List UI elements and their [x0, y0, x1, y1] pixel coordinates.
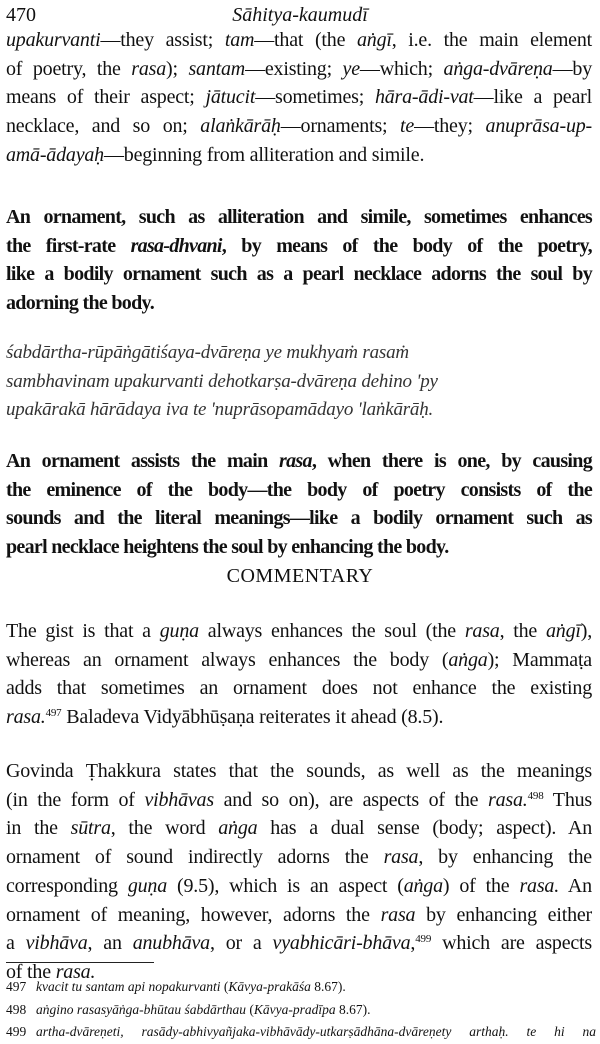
text-run[interactable]: , i.e. the main element — [391, 29, 593, 51]
text-line — [6, 533, 592, 562]
italic-term: vibhāvas — [144, 788, 214, 811]
text-run: 8.67). — [310, 979, 346, 994]
text-line — [6, 368, 592, 397]
italic-term: amā-ādayaḥ — [6, 143, 104, 166]
text-run[interactable]: adds that sometimes an ornament does not enhance the existing — [6, 677, 592, 700]
italic-term: rasa — [383, 846, 419, 869]
text-line — [6, 703, 592, 732]
text-line — [6, 674, 592, 703]
text-line — [6, 901, 592, 930]
italic-term: artha-dvāreṇeti, rasādy-abhivyañjaka-vibhāvādy-utkarṣādhāna-dvāreṇety arthaḥ. te hi na — [36, 1024, 596, 1039]
text-run[interactable]: adorning the body. — [6, 292, 155, 315]
italic-term: sūtra — [70, 817, 111, 840]
glossary-paragraph — [6, 26, 592, 170]
text-run[interactable]: , by means of the body of the poetry, — [221, 234, 592, 257]
text-run[interactable]: like a bodily ornament such as a pearl necklace adorns the soul by — [6, 263, 592, 286]
footnote-ref[interactable]: 498 — [527, 789, 544, 802]
text-run[interactable]: —existing; — [245, 57, 343, 80]
text-run[interactable]: , the — [499, 620, 546, 642]
italic-term: rasa. — [55, 960, 96, 983]
text-run[interactable]: —which; — [359, 57, 444, 80]
italic-term: tam — [224, 29, 255, 51]
text-run[interactable]: —ornaments; — [280, 115, 401, 138]
text-run[interactable]: , or a — [209, 932, 273, 955]
section-heading: COMMENTARY — [226, 565, 374, 587]
footnote-number: 499 — [6, 1024, 27, 1039]
text-line — [6, 55, 592, 84]
italic-term: aṅga-dvāreṇa — [443, 57, 553, 80]
commentary-paragraph-1 — [6, 617, 592, 732]
text-run[interactable]: Baladeva Vidyābhūṣaṇa reiterates it ahead (8.5). — [61, 706, 444, 729]
text-line — [6, 339, 592, 368]
text-line — [6, 232, 592, 261]
text-run[interactable]: —by — [552, 57, 593, 80]
italic-term: vyabhicāri-bhāva — [272, 932, 411, 955]
italic-term: hāra-ādi-vat — [374, 86, 474, 109]
italic-term: Kāvya-pradīpa — [253, 1001, 336, 1017]
italic-term: Kāvya-prakāśa — [228, 979, 311, 994]
text-line — [6, 203, 592, 232]
text-run[interactable]: An ornament, such as alliteration and simile, sometimes enhances — [6, 206, 592, 228]
italic-term: aṅgino rasasyāṅga-bhūtau śabdārthau — [36, 1001, 247, 1017]
text-run[interactable]: the eminence of the body—the body of poetry consists of the — [6, 478, 592, 501]
footnote-ref[interactable]: 497 — [45, 707, 62, 720]
italic-term: guṇa — [127, 874, 168, 897]
text-line — [6, 646, 592, 675]
running-title: Sāhitya-kaumudī — [232, 4, 368, 26]
italic-term: rasa-dhvani — [130, 234, 222, 257]
text-run: ( — [246, 1001, 254, 1017]
text-line — [6, 617, 592, 646]
translation-paragraph-1 — [6, 203, 592, 318]
text-run[interactable]: sambhavinam upakurvanti dehotkarṣa-dvāreṇa dehino 'py — [6, 370, 438, 392]
footnotes — [6, 976, 596, 1044]
text-line — [6, 26, 592, 55]
footnote-text — [36, 999, 596, 1022]
italic-term: aṅga — [403, 874, 443, 897]
italic-term: rasa — [279, 450, 312, 472]
italic-term: anubhāva — [132, 932, 210, 955]
text-run[interactable]: , — [410, 932, 416, 955]
italic-term: anuprāsa-up- — [485, 115, 593, 138]
text-line — [6, 289, 592, 318]
text-line — [6, 786, 592, 815]
translation-paragraph-2 — [6, 447, 592, 562]
text-run[interactable]: śabdārtha-rūpāṅgātiśaya-dvāreṇa ye mukhyaṁ rasaṁ — [6, 342, 409, 363]
text-line — [6, 872, 592, 901]
sanskrit-verse — [6, 339, 592, 425]
text-run[interactable]: of the — [6, 960, 56, 983]
italic-term: alaṅkārāḥ — [200, 115, 281, 138]
italic-term: jātucit — [205, 86, 256, 109]
text-run[interactable]: upakārakā hārādaya iva te 'nuprāsopamādayo 'laṅkārāḥ. — [6, 399, 434, 421]
italic-term: rasa — [464, 620, 500, 642]
text-run[interactable]: in the — [6, 817, 71, 840]
italic-term: upakurvanti — [6, 29, 101, 51]
text-run[interactable]: (9.5), which is an aspect ( — [167, 874, 404, 897]
text-run[interactable]: ) of the — [442, 874, 520, 897]
footnote-divider — [6, 962, 154, 963]
text-run[interactable]: which are aspects — [431, 932, 592, 955]
italic-term: vibhāva — [25, 932, 88, 955]
text-run[interactable]: of poetry, the — [6, 57, 132, 80]
text-run[interactable]: Govinda Ṭhakkura states that the sounds, as well as the meanings — [6, 760, 592, 782]
text-run[interactable]: —beginning from alliteration and simile. — [103, 143, 425, 166]
text-line — [6, 141, 592, 170]
footnote — [6, 1021, 596, 1044]
text-run[interactable]: , the word — [110, 817, 219, 840]
text-line — [6, 504, 592, 533]
text-run[interactable]: —that (the — [254, 29, 357, 51]
text-run: 8.67). — [335, 1001, 371, 1017]
footnote-text — [36, 976, 596, 999]
text-run[interactable]: The gist is that a — [6, 620, 160, 642]
italic-term: te — [400, 115, 415, 138]
page-number: 470 — [6, 4, 36, 26]
text-line — [6, 757, 592, 786]
text-run[interactable]: —they assist; — [100, 29, 225, 51]
italic-term: kvacit tu santam api nopakurvanti — [36, 979, 221, 994]
italic-term: rasa. — [6, 706, 46, 729]
text-line — [6, 814, 592, 843]
text-run[interactable]: a — [6, 932, 26, 955]
text-run[interactable]: necklace, and so on; — [6, 115, 201, 138]
italic-term: aṅgī — [356, 29, 392, 51]
footnote-ref[interactable]: 499 — [415, 933, 432, 946]
text-run[interactable]: ornament of sound indirectly adorns the — [6, 846, 384, 869]
text-run[interactable]: by enhancing either — [415, 903, 593, 926]
text-line — [6, 476, 592, 505]
italic-term: rasa. — [519, 874, 560, 897]
footnote-number: 498 — [6, 1001, 27, 1017]
text-run: ( — [220, 979, 229, 994]
text-run[interactable]: has a dual sense (body; aspect). An — [257, 817, 592, 840]
text-run[interactable]: , when there is one, by causing — [311, 450, 592, 472]
italic-term: guṇa — [159, 620, 199, 642]
text-run[interactable]: always enhances the soul (the — [198, 620, 465, 642]
footnote — [6, 999, 596, 1022]
italic-term: rasa — [131, 57, 167, 80]
footnote-text — [36, 1021, 596, 1044]
text-run[interactable]: —like a pearl — [473, 86, 592, 109]
text-run[interactable]: the first-rate — [6, 234, 131, 257]
text-run[interactable]: (in the form of — [6, 788, 145, 811]
text-run[interactable]: means of their aspect; — [6, 86, 206, 109]
footnote — [6, 976, 596, 999]
text-line — [6, 929, 592, 958]
text-line — [6, 83, 592, 112]
text-run[interactable]: —they; — [414, 115, 486, 138]
italic-term: rasa — [380, 903, 416, 926]
commentary-paragraph-2 — [6, 757, 592, 987]
text-run[interactable]: —sometimes; — [255, 86, 375, 109]
italic-term: aṅgī — [545, 620, 581, 642]
text-run[interactable]: , an — [87, 932, 133, 955]
text-run[interactable]: corresponding — [6, 874, 128, 897]
text-run[interactable]: ), — [580, 620, 593, 642]
text-run[interactable]: whereas an ornament always enhances the body ( — [6, 648, 449, 671]
text-line — [6, 112, 592, 141]
text-run[interactable]: ornament of meaning, however, adorns the — [6, 903, 381, 926]
text-line — [6, 447, 592, 476]
text-run[interactable]: ); Mammaṭa — [487, 648, 592, 671]
text-run[interactable]: and so on), are aspects of the — [213, 788, 489, 811]
text-run[interactable]: ); — [166, 57, 189, 80]
italic-term: santam — [188, 57, 246, 80]
text-line — [6, 843, 592, 872]
text-run[interactable]: An — [559, 874, 592, 897]
text-run[interactable]: Thus — [543, 788, 592, 811]
text-line — [6, 260, 592, 289]
text-run[interactable]: pearl necklace heightens the soul by enhancing the body. — [6, 536, 449, 559]
italic-term: aṅga — [448, 648, 488, 671]
footnote-number: 497 — [6, 979, 27, 994]
text-run[interactable]: An ornament assists the main — [6, 450, 280, 472]
italic-term: ye — [342, 57, 360, 80]
italic-term: aṅga — [218, 817, 258, 840]
text-run[interactable]: sounds and the literal meanings—like a bodily ornament such as — [6, 507, 592, 530]
italic-term: rasa. — [488, 788, 528, 811]
text-line — [6, 396, 592, 425]
text-run[interactable]: , by enhancing the — [418, 846, 592, 869]
